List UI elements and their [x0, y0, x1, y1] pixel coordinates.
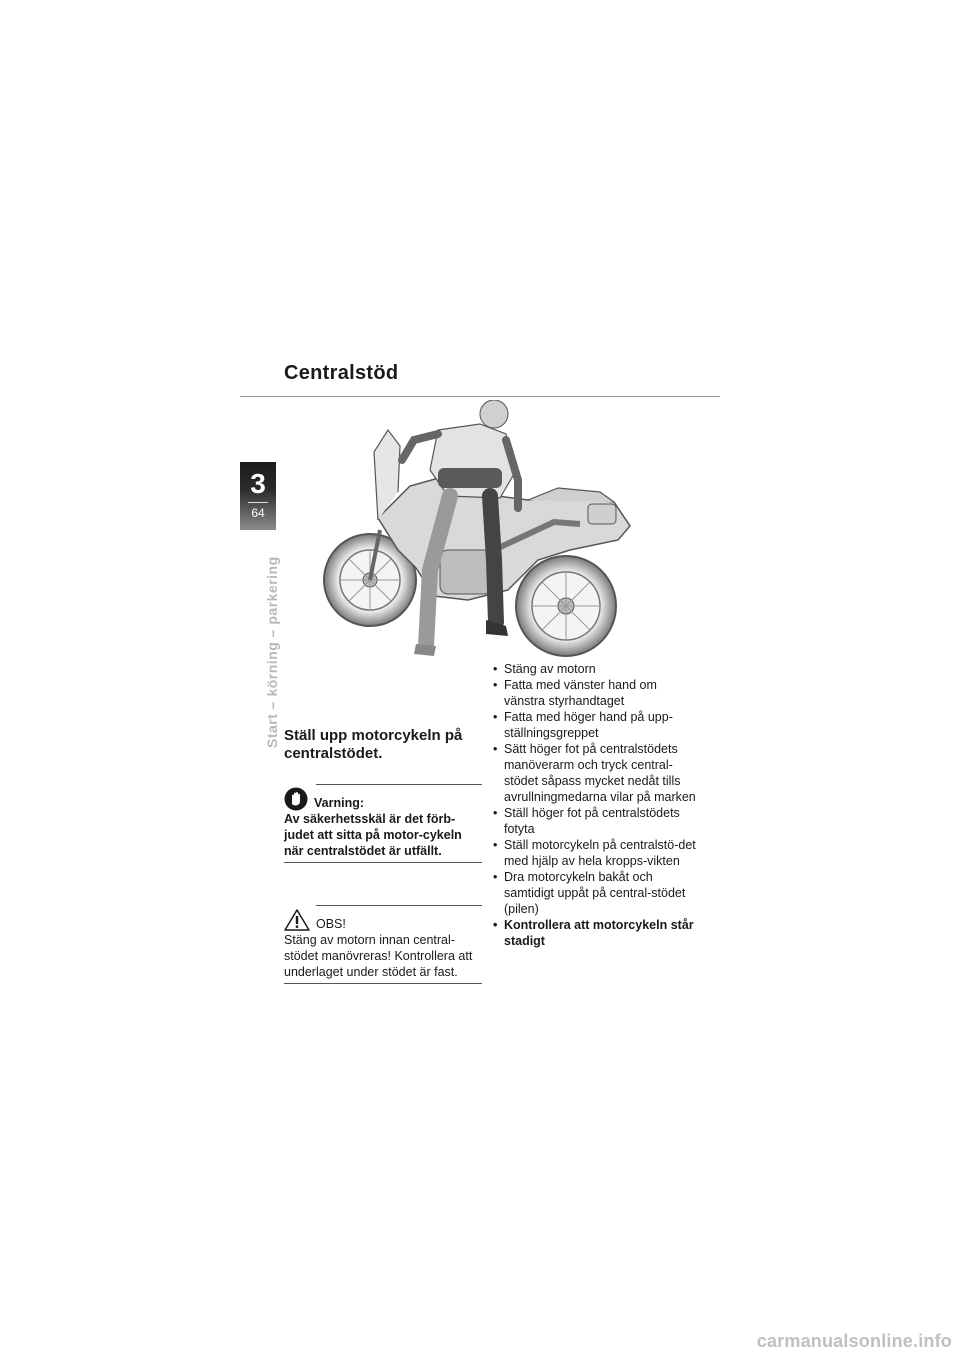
warning-box	[284, 784, 482, 863]
warning-bottom-rule	[284, 862, 482, 863]
obs-bottom-rule	[284, 983, 482, 984]
page-title: Centralstöd	[284, 362, 399, 384]
title-divider	[240, 396, 720, 397]
chapter-number: 3	[250, 468, 266, 499]
obs-top-rule	[316, 905, 482, 906]
list-item: • Ställ motorcykeln på centralstö-det med hjälp av hela kropps-vikten	[492, 837, 696, 869]
stop-hand-icon	[284, 787, 308, 811]
obs-label: OBS!	[316, 917, 346, 931]
exclamation-triangle-icon	[284, 908, 310, 932]
page-number: 64	[251, 506, 265, 520]
section-heading: Ställ upp motorcykeln på centralstödet.	[284, 727, 463, 762]
list-item: • Fatta med höger hand på upp-ställningsgreppet	[492, 709, 696, 741]
list-item: • Ställ höger fot på centralstödets fotyta	[492, 805, 696, 837]
list-item: • Sätt höger fot på centralstödets manöverarm och tryck central-stödet såpass mycket nedåt tills avrullningmedarna vilar på marken	[492, 741, 696, 805]
watermark: carmanualsonline.info	[756, 1331, 952, 1351]
chapter-side-label: Start – körning – parkering	[264, 556, 280, 748]
motorcycle-center-stand-illustration	[318, 400, 648, 662]
obs-box	[284, 905, 482, 984]
warning-label: Varning:	[314, 796, 365, 810]
obs-text: Stäng av motorn innan central-stödet manövreras! Kontrollera att underlaget under stödet är fast.	[284, 933, 473, 979]
list-item: • Dra motorcykeln bakåt och samtidigt uppåt på central-stödet (pilen)	[492, 869, 696, 917]
list-item: • Kontrollera att motorcykeln står stadigt	[492, 917, 696, 949]
steps-list	[492, 661, 696, 949]
list-item: • Fatta med vänster hand om vänstra styrhandtaget	[492, 677, 696, 709]
chapter-tab	[240, 462, 276, 530]
warning-text: Av säkerhetsskäl är det förb-judet att sitta på motor-cykeln när centralstödet är utfällt.	[284, 812, 462, 858]
rear-wheel	[516, 556, 616, 656]
warning-top-rule	[316, 784, 482, 785]
list-item: • Stäng av motorn	[492, 661, 696, 677]
